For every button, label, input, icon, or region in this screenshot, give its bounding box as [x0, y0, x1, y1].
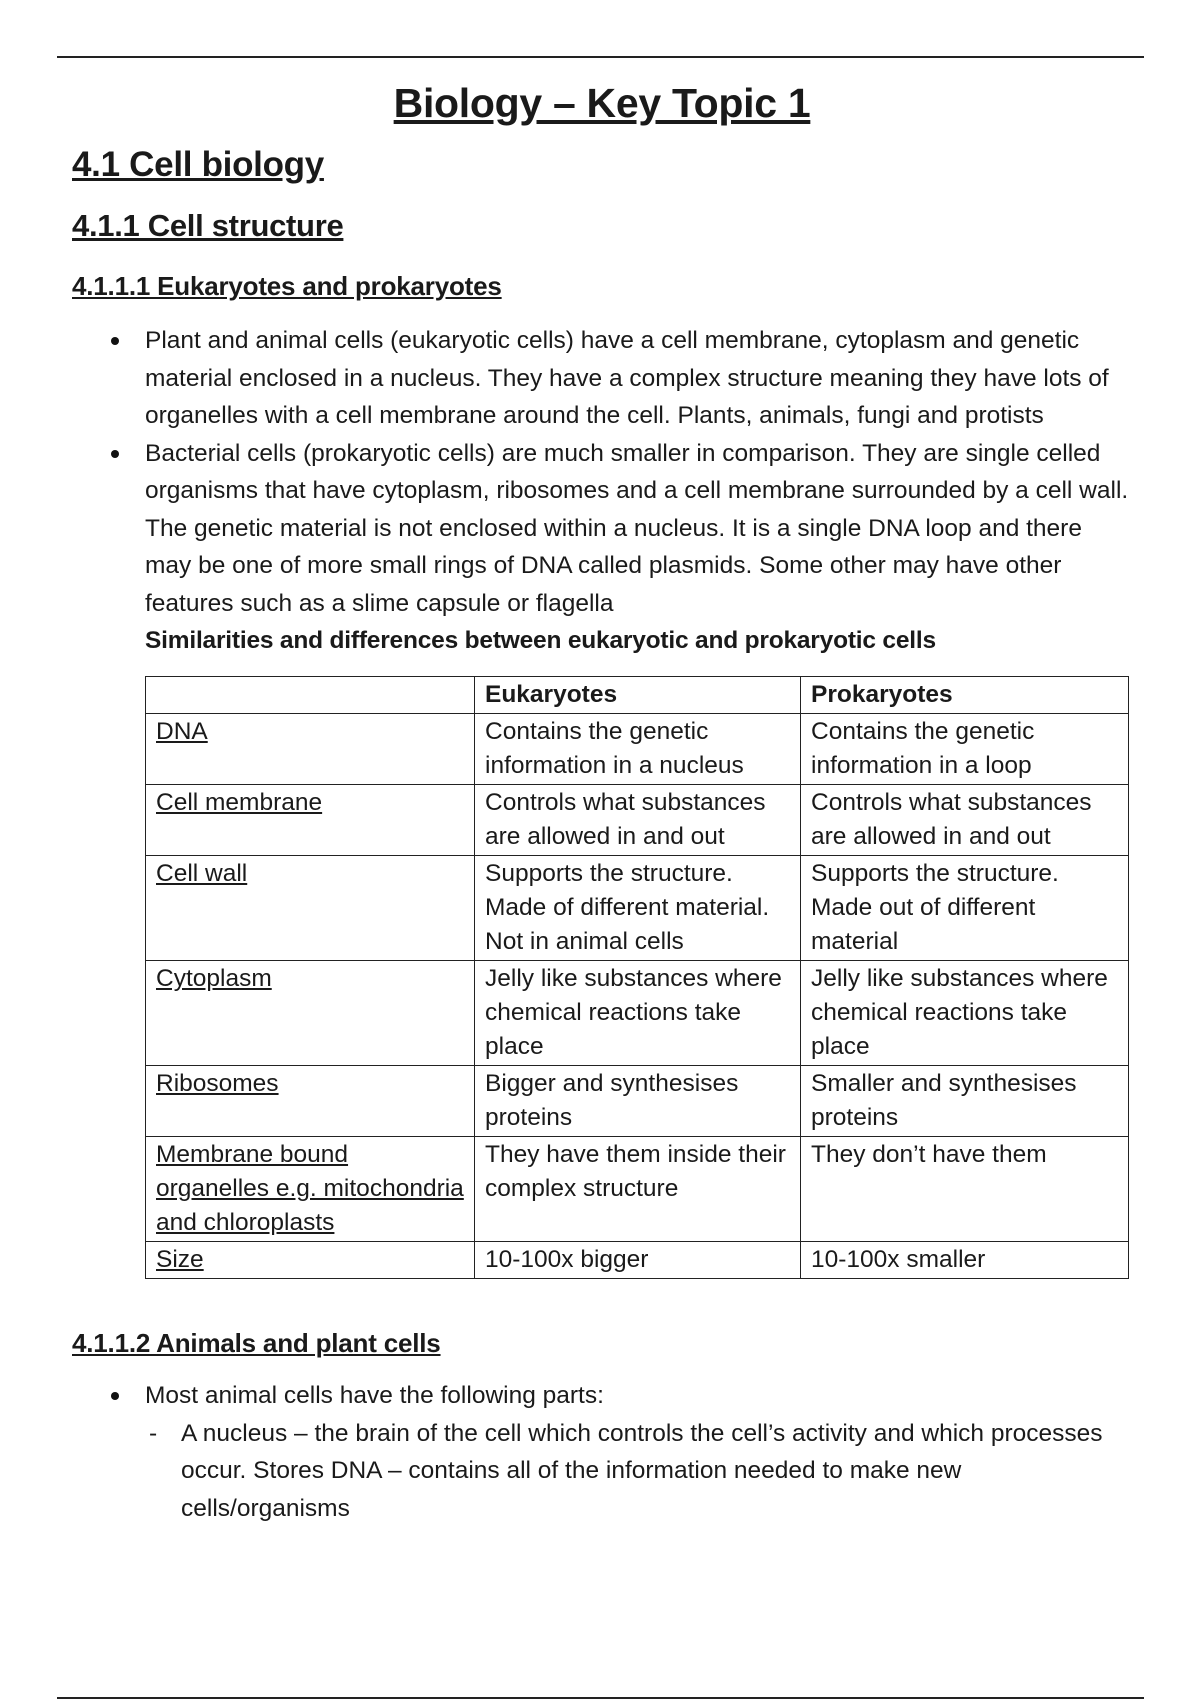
subsection-heading: 4.1.1 Cell structure	[72, 208, 344, 243]
bullet-icon	[111, 337, 119, 345]
topic-heading-animal-plant-cells: 4.1.1.2 Animals and plant cells	[72, 1328, 441, 1358]
list-item	[72, 322, 1132, 435]
table-row-label: Cell membrane	[146, 785, 475, 856]
document-title: Biology – Key Topic 1	[393, 80, 811, 126]
bottom-rule	[57, 1697, 1144, 1699]
table-cell: 10-100x smaller	[801, 1242, 1129, 1279]
table-row-label: Membrane bound organelles e.g. mitochondria and chloroplasts	[146, 1137, 475, 1242]
bullet-icon	[111, 450, 119, 458]
section-heading: 4.1 Cell biology	[72, 145, 324, 184]
table-cell: Bigger and synthesises proteins	[475, 1066, 801, 1137]
top-rule	[57, 56, 1144, 58]
animal-cells-bullet-list	[72, 1377, 1132, 1415]
list-item	[72, 1415, 1132, 1528]
table-cell: Controls what substances are allowed in and out	[475, 785, 801, 856]
table-row-label: Ribosomes	[146, 1066, 475, 1137]
table-header-cell	[146, 677, 475, 714]
table-cell: Smaller and synthesises proteins	[801, 1066, 1129, 1137]
table-header-cell: Prokaryotes	[801, 677, 1129, 714]
table-cell: They have them inside their complex structure	[475, 1137, 801, 1242]
list-item-text: Plant and animal cells (eukaryotic cells) have a cell membrane, cytoplasm and genetic material enclosed in a nucleus. They have a complex structure meaning they have lots of organelles with a cell membrane around the cell. Plants, animals, fungi and protists	[145, 327, 1109, 429]
table-row	[146, 714, 1129, 785]
table-cell: 10-100x bigger	[475, 1242, 801, 1279]
list-item-text: Most animal cells have the following parts:	[145, 1382, 604, 1409]
comparison-table	[145, 676, 1129, 1279]
list-item	[72, 435, 1132, 623]
eukaryotes-bullet-list	[72, 322, 1132, 622]
list-item	[72, 1377, 1132, 1415]
table-cell: Supports the structure. Made of different material. Not in animal cells	[475, 856, 801, 961]
table-cell: Jelly like substances where chemical reactions take place	[801, 961, 1129, 1066]
table-row-label: DNA	[146, 714, 475, 785]
table-cell: They don’t have them	[801, 1137, 1129, 1242]
table-row-label: Cytoplasm	[146, 961, 475, 1066]
topic-heading-eukaryotes: 4.1.1.1 Eukaryotes and prokaryotes	[72, 271, 502, 301]
table-cell: Jelly like substances where chemical reactions take place	[475, 961, 801, 1066]
table-row	[146, 961, 1129, 1066]
table-header-row	[146, 677, 1129, 714]
table-row	[146, 1066, 1129, 1137]
list-item-text: Bacterial cells (prokaryotic cells) are much smaller in comparison. They are single celled organisms that have cytoplasm, ribosomes and a cell membrane surrounded by a cell wall. The genetic material is not enclosed within a nucleus. It is a single DNA loop and there may be one of more small rings of DNA called plasmids. Some other may have other features such as a slime capsule or flagella	[145, 439, 1129, 617]
table-header-cell: Eukaryotes	[475, 677, 801, 714]
table-caption: Similarities and differences between eukaryotic and prokaryotic cells	[145, 627, 936, 654]
document-page	[72, 76, 1132, 1527]
table-cell: Contains the genetic information in a loop	[801, 714, 1129, 785]
bullet-icon	[111, 1392, 119, 1400]
table-row	[146, 1242, 1129, 1279]
table-row	[146, 1137, 1129, 1242]
table-cell: Controls what substances are allowed in and out	[801, 785, 1129, 856]
list-item-text: A nucleus – the brain of the cell which controls the cell’s activity and which processes occur. Stores DNA – contains all of the information needed to make new cells/organisms	[181, 1419, 1103, 1522]
table-row-label: Cell wall	[146, 856, 475, 961]
table-row	[146, 856, 1129, 961]
table-row	[146, 785, 1129, 856]
table-cell: Supports the structure. Made out of different material	[801, 856, 1129, 961]
table-row-label: Size	[146, 1242, 475, 1279]
table-cell: Contains the genetic information in a nucleus	[475, 714, 801, 785]
animal-cell-parts-list	[72, 1415, 1132, 1528]
dash-marker: -	[149, 1419, 158, 1447]
